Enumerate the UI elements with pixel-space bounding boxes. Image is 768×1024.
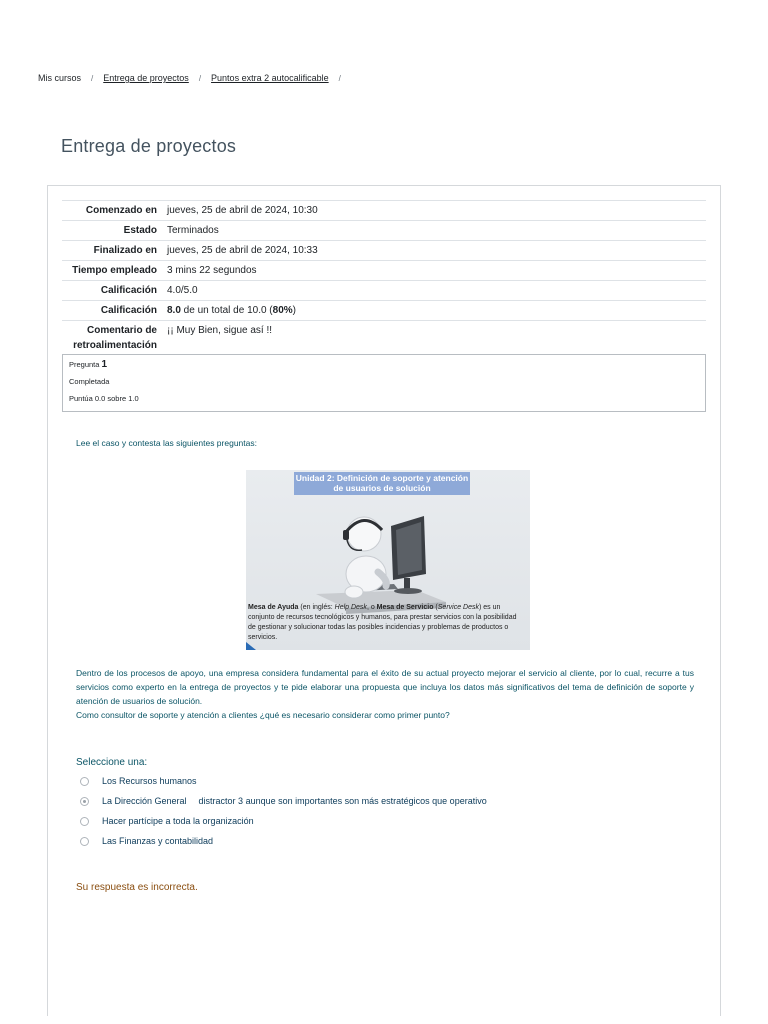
summary-label: Estado [62,221,162,241]
caption-text: ( [433,604,438,611]
summary-value: jueves, 25 de abril de 2024, 10:30 [162,201,706,221]
caption-term-mesa-servicio: Mesa de Servicio [376,604,434,611]
summary-row [62,201,706,221]
summary-row [62,221,706,241]
figure-banner: Unidad 2: Definición de soporte y atención de usuarios de solución [295,473,469,493]
select-one-prompt: Seleccione una: [76,757,148,768]
summary-row [62,281,706,301]
grade-points: 8.0 [167,305,181,316]
breadcrumb [38,73,351,83]
summary-value: ¡¡ Muy Bien, sigue así !! [162,321,706,356]
question-line: Como consultor de soporte y atención a clientes ¿qué es necesario considerar como primer punto? [76,710,450,720]
summary-label: Calificación [62,281,162,301]
answer-option[interactable] [80,776,197,786]
summary-row [62,301,706,321]
caption-term-mesa-ayuda: Mesa de Ayuda [248,604,299,611]
question-number: 1 [101,359,108,370]
breadcrumb-separator: / [198,73,202,83]
breadcrumb-separator: / [338,73,341,83]
question-label: Pregunta [69,360,100,369]
summary-row [62,321,706,356]
option-label: Hacer partícipe a toda la organización [102,816,254,826]
radio-button[interactable] [80,817,89,826]
caption-term-help-desk: Help Desk [334,604,367,611]
summary-value: jueves, 25 de abril de 2024, 10:33 [162,241,706,261]
summary-value: Terminados [162,221,706,241]
figure-corner-mark [246,642,256,650]
grade-percent: 80% [272,305,293,316]
breadcrumb-item-entrega[interactable]: Entrega de proyectos [103,73,189,83]
caption-text: (en inglés: [298,604,335,611]
summary-label: Comentario de retroalimentación [62,321,162,356]
summary-label: Finalizado en [62,241,162,261]
breadcrumb-item-mis-cursos[interactable]: Mis cursos [38,73,82,83]
question-info-box [62,354,706,412]
question-number-line [69,359,107,370]
summary-row [62,241,706,261]
option-feedback-note: distractor 3 aunque son importantes son más estratégicos que operativo [198,796,487,806]
answer-option[interactable] [80,836,213,846]
question-grade: Puntúa 0.0 sobre 1.0 [69,394,139,403]
breadcrumb-separator: / [91,73,94,83]
radio-button-checked[interactable] [80,797,89,806]
question-body [76,666,694,722]
radio-button[interactable] [80,777,89,786]
summary-row [62,261,706,281]
breadcrumb-item-puntos-extra[interactable]: Puntos extra 2 autocalificable [211,73,329,83]
quiz-review-panel [47,185,721,1016]
question-state: Completada [69,377,110,386]
summary-value: 4.0/5.0 [162,281,706,301]
summary-label: Calificación [62,301,162,321]
summary-value [162,301,706,321]
answer-feedback: Su respuesta es incorrecta. [76,882,198,893]
question-paragraph: Dentro de los procesos de apoyo, una empresa considera fundamental para el éxito de su actual proyecto mejorar el servicio al cliente, por lo cual, recurre a tus servicios como experto en la entrega de proyectos y te pide elaborar una propuesta que incluya los datos más significativos del tema de definición de soporte y atención de usuarios de solución. [76,668,694,706]
grade-total: de un total de 10.0 ( [180,305,273,316]
summary-value: 3 mins 22 segundos [162,261,706,281]
caption-text: ) es un conjunto de recursos tecnológicos y humanos, para prestar servicios con la posibilidad de gestionar y solucionar todas las posibles incidencias y problemas de productos o servicios. [248,604,517,641]
caption-term-service-desk: Service Desk [437,604,479,611]
option-label: La Dirección General [102,796,187,806]
radio-button[interactable] [80,837,89,846]
figure-caption [248,603,526,643]
question-image [246,470,530,650]
grade-close: ) [292,305,296,316]
summary-label: Comenzado en [62,201,162,221]
option-label: Los Recursos humanos [102,776,197,786]
attempt-summary-table [62,200,706,355]
caption-text: , o [366,604,377,611]
question-intro: Lee el caso y contesta las siguientes preguntas: [76,438,257,448]
page-title: Entrega de proyectos [61,136,237,156]
summary-label: Tiempo empleado [62,261,162,281]
option-label: Las Finanzas y contabilidad [102,836,214,846]
answer-option-selected[interactable] [80,796,487,806]
answer-option[interactable] [80,816,254,826]
